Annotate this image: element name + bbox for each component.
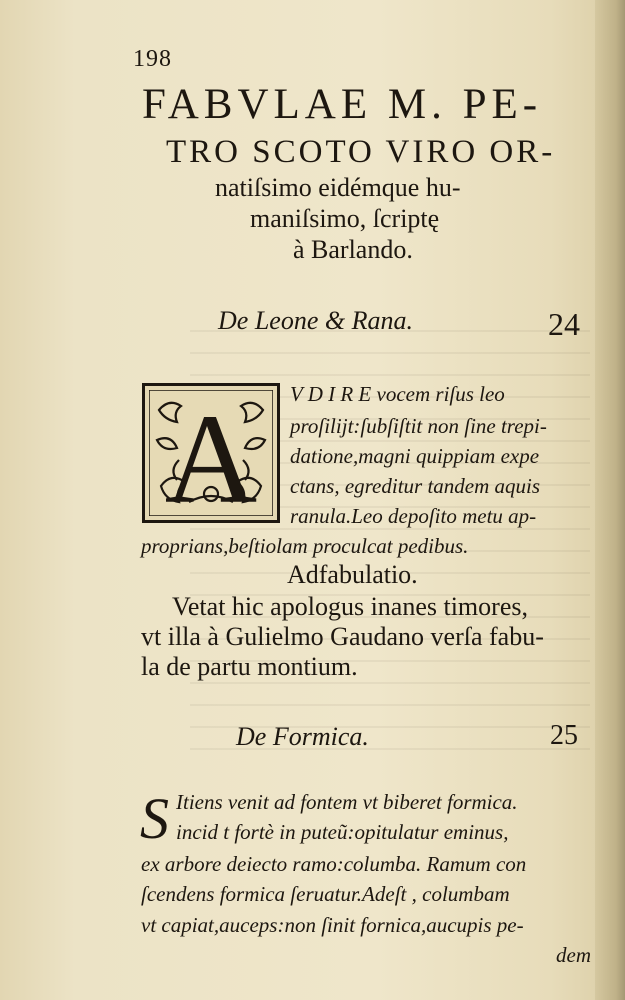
fable-text-line: vt capiat,auceps:non ſinit fornica,aucupis pe- (141, 913, 524, 937)
page-number: 198 (133, 46, 172, 72)
heading-line-4: maniſsimo, ſcriptę (250, 204, 440, 233)
heading-line-3: natiſsimo eidémque hu- (215, 173, 461, 202)
page-gutter (595, 0, 625, 1000)
moral-text-line: Vetat hic apologus inanes timores, (172, 592, 528, 621)
fable-text-line: incid t fortè in puteũ:opitulatur eminus, (176, 820, 509, 844)
fable-text-line: V D I R E vocem riſus leo (290, 382, 505, 406)
decorated-initial (142, 383, 280, 523)
heading-line-5: à Barlando. (293, 235, 413, 264)
initial-letter: S (140, 786, 169, 851)
initial-letter: A (164, 390, 258, 516)
catchword: dem (556, 943, 591, 967)
ornament-illustration (149, 390, 273, 516)
fable-text-line: ſcendens formica ſeruatur.Adeſt , columbam (141, 882, 510, 906)
fable-number: 25 (550, 720, 578, 751)
moral-text-line: la de partu montium. (141, 652, 358, 681)
fable-text-line: ctans, egreditur tandem aquis (290, 474, 541, 498)
fable-number: 24 (548, 306, 580, 342)
moral-text-line: vt illa à Gulielmo Gaudano verſa fabu- (141, 622, 544, 651)
heading-line-2: TRO SCOTO VIRO OR- (166, 134, 556, 170)
fable-text-line: ranula.Leo depoſito metu ap- (290, 504, 537, 528)
fable-text-line: datione,magni quippiam expe (290, 444, 540, 468)
fable-title: De Formica. (236, 722, 369, 751)
fable-text-line: ex arbore deiecto ramo:columba. Ramum con (141, 852, 527, 876)
fable-text-line: Itiens venit ad fontem vt biberet formica. (176, 790, 518, 814)
fable-text-line: proſilijt:ſubſiſtit non ſine trepi- (290, 414, 547, 438)
moral-heading: Adfabulatio. (287, 560, 418, 589)
fable-title: De Leone & Rana. (218, 306, 413, 335)
fable-text-line: proprians,beſtiolam proculcat pedibus. (141, 534, 469, 558)
heading-line-1: FABVLAE M. PE- (142, 81, 543, 128)
